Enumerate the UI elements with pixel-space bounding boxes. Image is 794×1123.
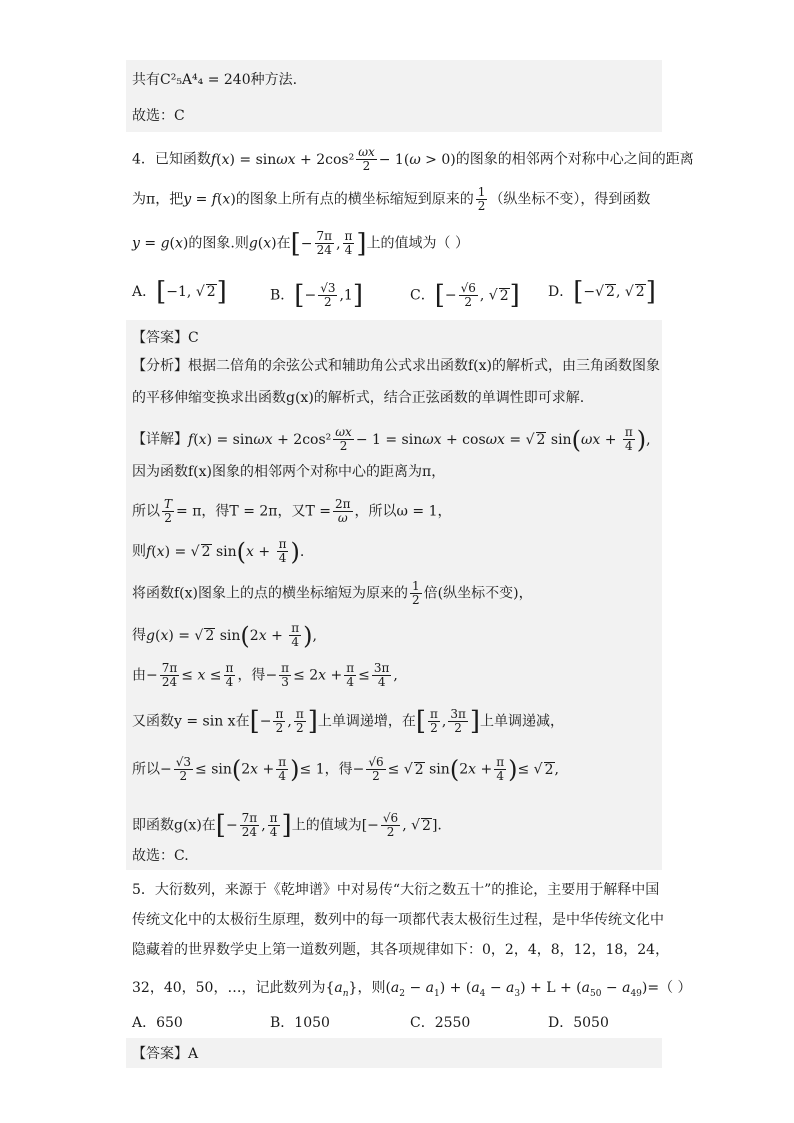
q4-stem-1-post: 的图象的相邻两个对称中心之间的距离 [455,151,694,168]
q5-line-1: 5．大衍数列，来源于《乾坤谱》中对易传“大衍之数五十”的推论，主要用于解释中国 [132,882,660,898]
q4-stem-line-2 [132,186,660,213]
q5-line-2: 传统文化中的太极衍生原理，数列中的每一项都代表太极衍生过程，是中华传统文化中 [132,912,664,928]
q4-stem-1-pre: 4．已知函数 [132,151,211,168]
q5-option-b: B．1050 [270,1015,330,1031]
q4-formula-gx: g(x) [248,235,277,252]
prev-count-line: 共有C²₅A⁴₄ = 240种方法. [132,72,298,88]
q5-option-c: C．2550 [410,1015,471,1031]
sol4-so2-line: 所以− $\frac{√3}{2}$ ≤ sin(2x + $\frac{\pi}{4}$ )≤ 1，得− $\frac{√6}{2}$ ≤ √ 2 sin(2x + $\frac{\pi}{4}$ )≤ √ 2, [132,755,559,784]
q4-stem-2-pre: 为π，把 [132,191,184,208]
sol4-answer: 【答案】C [132,330,199,346]
q5-option-a: A．650 [132,1015,183,1031]
q4-stem-3-mid: 的图象.则 [188,235,249,252]
q4-option-d: D．[−√ 2, √ 2] [548,277,656,307]
q4-formula-y-f: y = f(x) [183,191,236,208]
q4-stem-3-post: 上的值域为（ ） [366,235,470,252]
sol4-detail-line: 【详解】f(x) = sinωx + 2cos² $\frac{\omega x}{2}$ − 1 = sinωx + cosωx = √ 2 sin(ωx + $\frac{\pi}{4}$ ), [132,425,651,454]
prev-answer-line: 故选：C [132,108,185,124]
q5-option-d: D．5050 [548,1015,609,1031]
q4-formula-y-g: y = g(x) [132,235,189,252]
sol4-detail-label: 【详解】 [132,431,188,448]
q4-option-b: B．[− $\frac{√3}{2}$ ,1] [270,280,363,311]
q4-stem-2-mid: 的图象上所有点的横坐标缩短到原来的 [235,191,474,208]
q5-line-3: 隐藏着的世界数学史上第一道数列题，其各项规律如下：0，2，4，8，12，18，24， [132,942,670,958]
sol4-analysis-2: 的平移伸缩变换求出函数g(x)的解析式，结合正弦函数的单调性即可求解. [132,390,585,406]
q4-option-c: C．[− $\frac{√6}{2}$ , √ 2] [410,280,520,311]
sol4-because-line: 因为函数f(x)图象的相邻两个对称中心的距离为π， [132,464,446,480]
sol4-then-line: 则f(x) = √ 2 sin(x + $\frac{\pi}{4}$ ). [132,537,305,566]
q4-interval: [− $\frac{7\pi}{24}$ , $\frac{\pi}{4}$ ] [290,228,367,259]
q4-stem-2-post: （纵坐标不变），得到函数 [489,191,651,208]
q4-stem-3-in: 在 [276,235,291,252]
q4-option-a: A．[−1, √ 2] [132,277,227,307]
sol4-final-line: 即函数g(x)在[− $\frac{7\pi}{24}$ , $\frac{\pi}{4}$ ]上的值域为[− $\frac{√6}{2}$ , √ 2]. [132,810,442,841]
sol4-shrink-line: 将函数f(x)图象上的点的横坐标缩短为原来的 $\frac{1}{2}$ 倍(纵坐标不变)， [132,579,533,607]
q4-stem-line-1 [132,145,694,173]
sol4-analysis-1: 【分析】根据二倍角的余弦公式和辅助角公式求出函数f(x)的解析式，由三角函数图象 [132,358,660,374]
q5-line-4: 32，40，50，…，记此数列为$\{a_n\}$，则$(a_2 - a_1) + (a_4 - a_3) + L + (a_{50} - a_{49})=$（ ） [132,980,692,999]
q4-fraction-half: $\frac{1}{2}$ [477,185,486,213]
sol4-from-line: 由− $\frac{7\pi}{24}$ ≤ x ≤ $\frac{\pi}{4}$ ，得− $\frac{\pi}{3}$ ≤ 2x + $\frac{\pi}{4}$ ≤ $\frac{3\pi}{4}$ , [132,661,398,689]
sol4-also-line: 又函数y = sin x在[− $\frac{\pi}{2}$ , $\frac{\pi}{2}$ ]上单调递增，在[ $\frac{\pi}{2}$ , $\frac{3\pi}{2}$ ]上单调递减， [132,706,565,737]
sol4-so-line: 所以 $\frac{T}{2}$ = π，得T = 2π，又T = $\frac{2\pi}{\omega}$ ，所以ω = 1， [132,497,452,525]
q4-formula-f: f(x) = sinωx + 2cos² $\frac{\omega x}{2}$ − 1(ω > 0) [210,145,456,173]
sol4-get-line: 得g(x) = √ 2 sin(2x + $\frac{\pi}{4}$ ), [132,621,317,650]
sol4-chosen: 故选：C. [132,848,189,864]
q5-answer: 【答案】A [132,1046,199,1062]
q4-stem-line-3 [132,230,660,257]
